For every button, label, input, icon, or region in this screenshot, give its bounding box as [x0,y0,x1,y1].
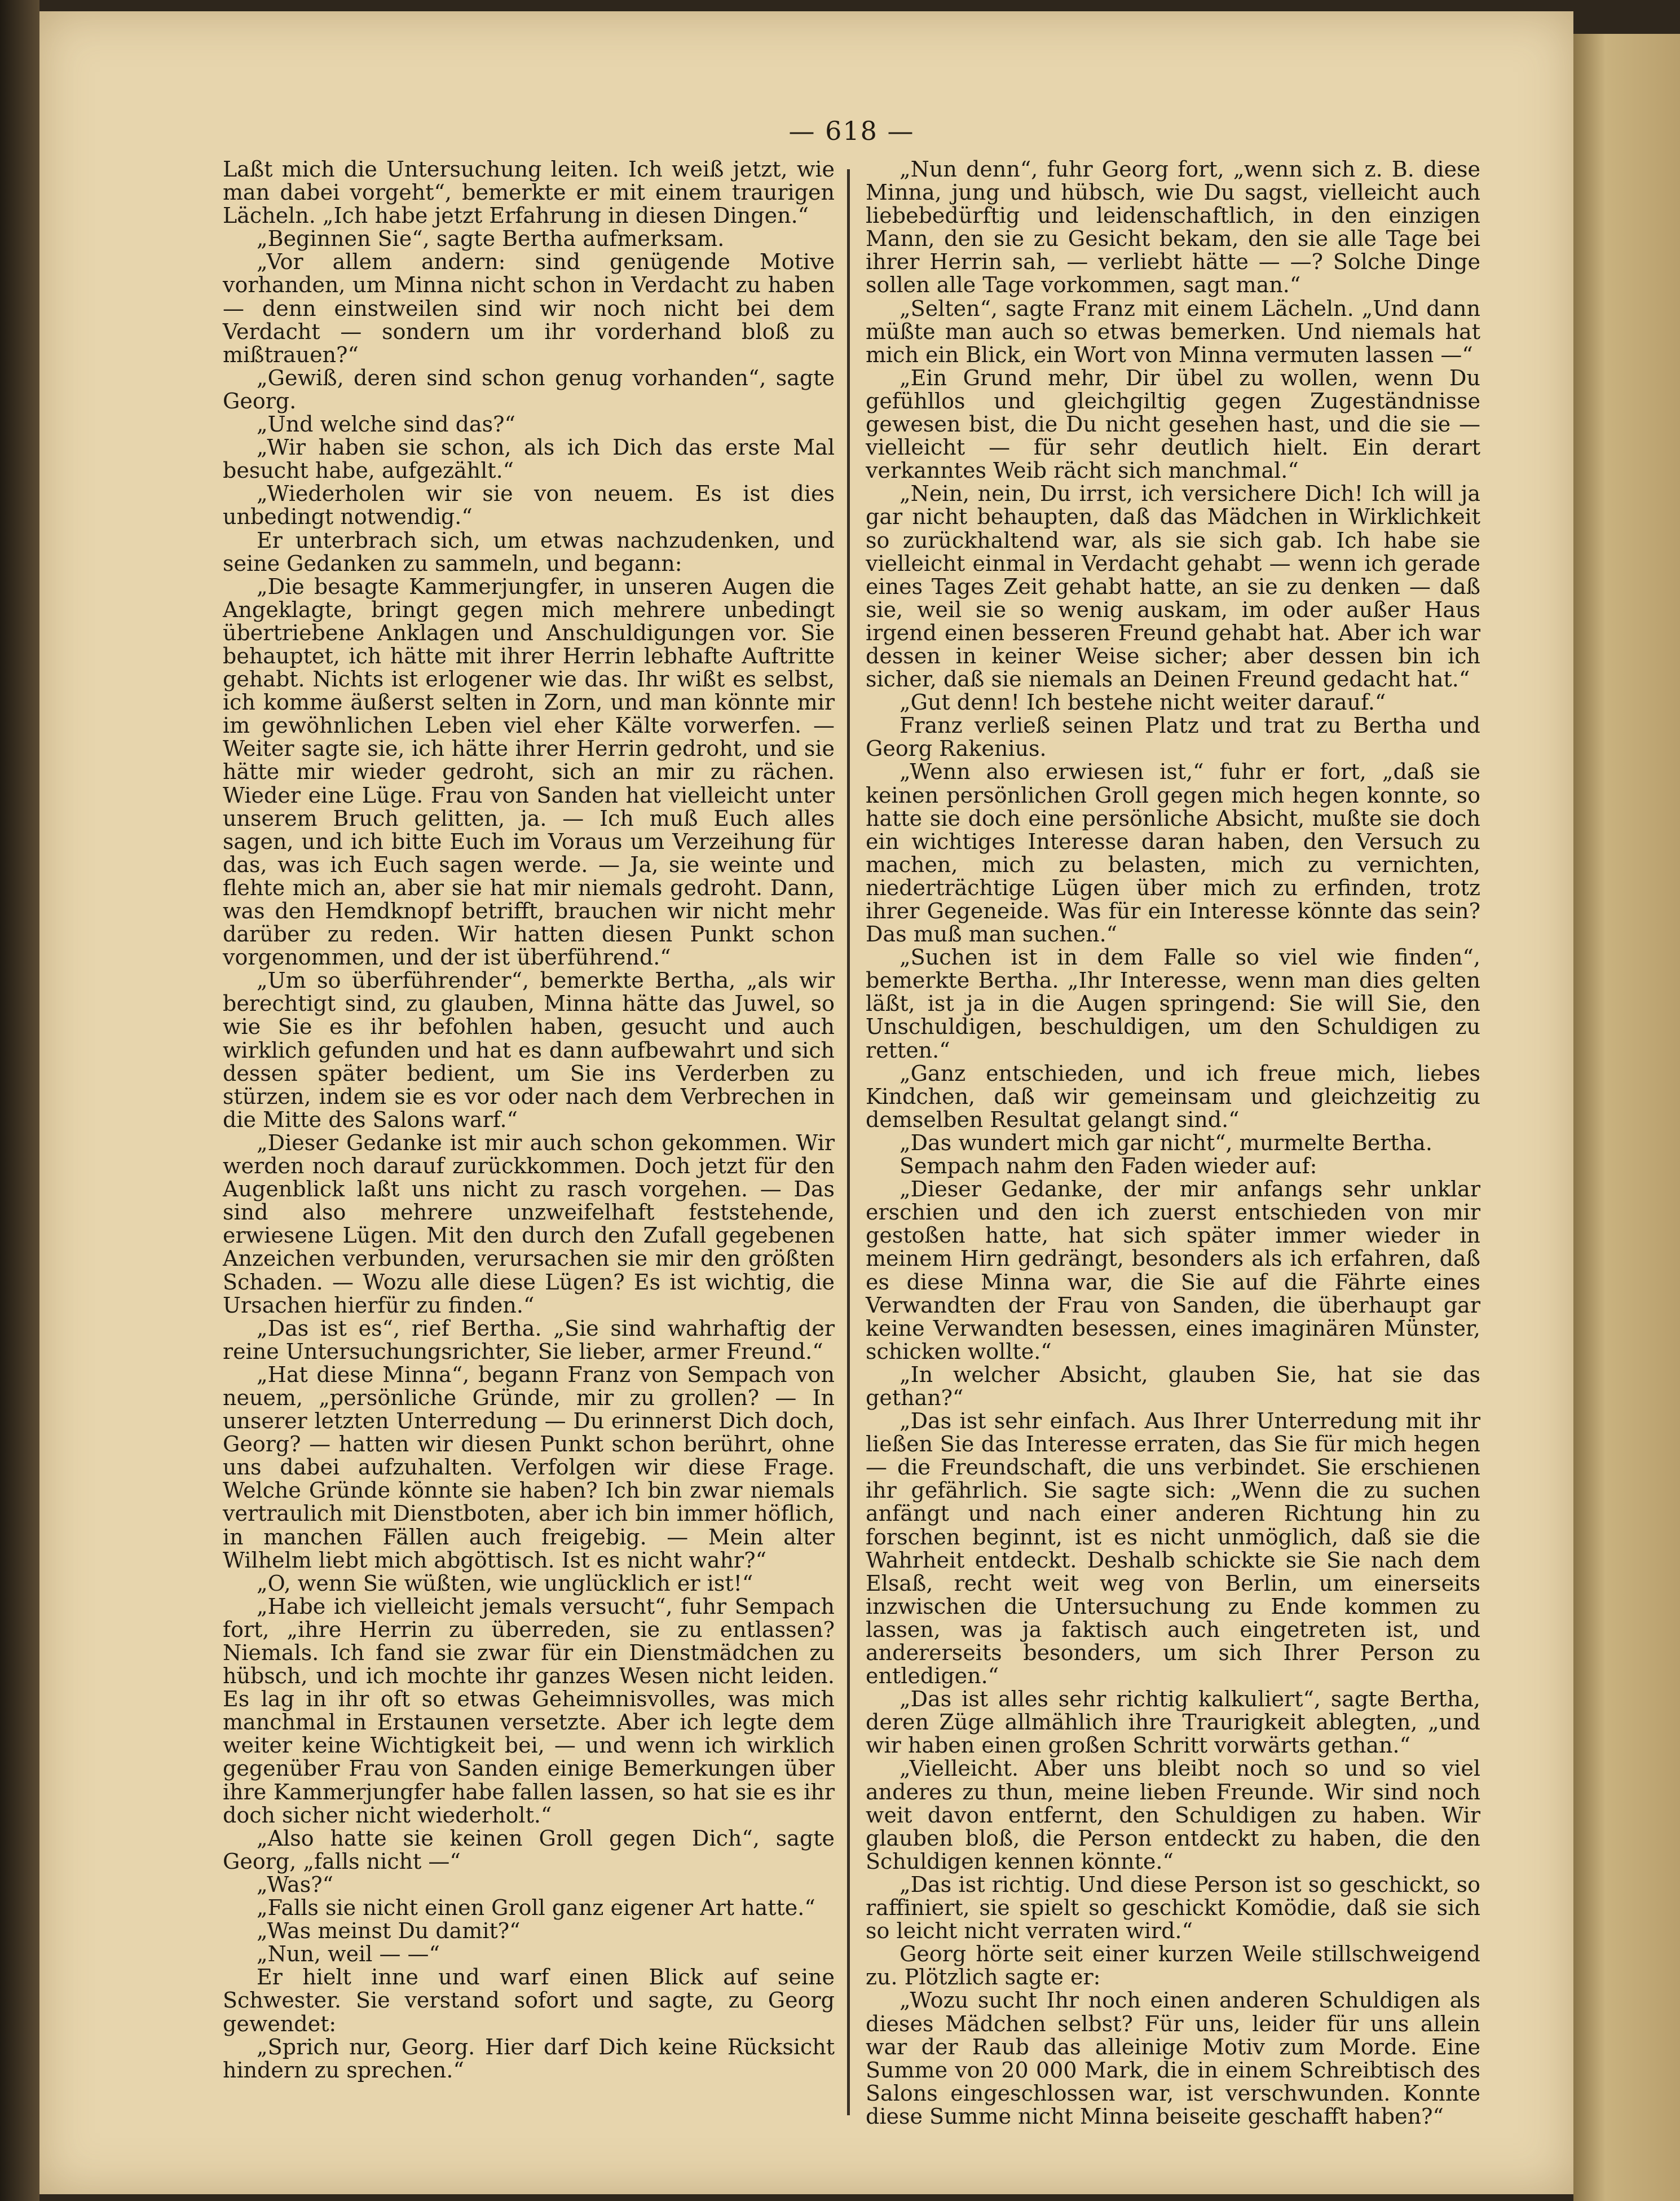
paragraph: „Gut denn! Ich bestehe nicht weiter darauf.“ [899,690,1386,715]
paragraph: „Dieser Gedanke, der mir anfangs sehr unklar erschien und den ich zuerst entschieden von mir gestoßen hatte, hat sich später immer wieder in meinem Hirn gedrängt, besonders als ich erfahren, daß es diese Minna war, die Sie auf die Fährte eines Verwandten der Frau von Sanden, die überhaupt gar keine Verwandten besessen, eines imaginären Münster, schicken wollte.“ [866,1177,1480,1364]
book-gutter [0,0,39,2201]
paragraph: „Wozu sucht Ihr noch einen anderen Schuldigen als dieses Mädchen selbst? Für uns, leider für uns allein war der Raub das alleinige Motiv zum Morde. Eine Summe von 20 000 Mark, die in einem Schreibtisch des Salons eingeschlossen war, ist verschwunden. Konnte diese Summe nicht Minna beiseite geschafft haben?“ [866,1988,1480,2129]
paragraph: „Nun, weil — —“ [257,1942,440,1967]
paragraph: „Hat diese Minna“, begann Franz von Sempach von neuem, „persönliche Gründe, mir zu grollen? — In unserer letzten Unterredung — Du erinnerst Dich doch, Georg? — hatten wir diesen Punkt schon berührt, ohne uns dabei aufzuhalten. Verfolgen wir diese Frage. Welche Gründe könnte sie haben? Ich bin zwar niemals vertraulich mit Dienstboten, aber ich bin immer höflich, in manchen Fällen auch freigebig. — Mein alter Wilhelm liebt mich abgöttisch. Ist es nicht wahr?“ [223,1362,835,1573]
paragraph: „Ein Grund mehr, Dir übel zu wollen, wenn Du gefühllos und gleichgiltig gegen Zugeständnisse gewesen bist, die Du nicht gesehen hast, und die sie — vielleicht — für sehr deutlich hielt. Ein derart verkanntes Weib rächt sich manchmal.“ [866,365,1480,483]
paragraph: „Nein, nein, Du irrst, ich versichere Dich! Ich will ja gar nicht behaupten, daß das Mädchen in Wirklichkeit so zurückhaltend war, als sie sich gab. Ich habe sie vielleicht einmal in Verdacht gehabt — wenn ich gerade eines Tages Zeit gehabt hatte, an sie zu denken — daß sie, weil sie so wenig auskam, im oder außer Haus irgend einen besseren Freund gehabt hat. Aber ich war dessen in keiner Weise sicher; aber dessen bin ich sicher, daß sie niemals an Deinen Freund gedacht hat.“ [866,481,1480,692]
adjacent-page-edge [1573,34,1680,2201]
paragraph: Laßt mich die Untersuchung leiten. Ich weiß jetzt, wie man dabei vorgeht“, bemerkte er mit einem traurigen Lächeln. „Ich habe jetzt Erfahrung in diesen Dingen.“ [223,157,835,228]
paragraph: „Gewiß, deren sind schon genug vorhanden“, sagte Georg. [223,365,835,413]
paragraph: „In welcher Absicht, glauben Sie, hat sie das gethan?“ [866,1362,1480,1410]
paragraph: „Nun denn“, fuhr Georg fort, „wenn sich z. B. diese Minna, jung und hübsch, wie Du sagst, vielleicht auch liebebedürftig und leidenschaftlich, in den einzigen Mann, den sie zu Gesicht bekam, den sie alle Tage bei ihrer Herrin sah, — verliebt hätte — —? Solche Dinge sollen alle Tage vorkommen, sagt man.“ [866,157,1480,298]
paragraph: Er hielt inne und warf einen Blick auf seine Schwester. Sie verstand sofort und sagte, zu Georg gewendet: [223,1965,835,2036]
paragraph: „Was?“ [257,1872,334,1897]
paragraph: „Vielleicht. Aber uns bleibt noch so und so viel anderes zu thun, meine lieben Freunde. Wir sind noch weit davon entfernt, den Schuldigen zu haben. Wir glauben bloß, die Person entdeckt zu haben, die den Schuldigen kennen könnte.“ [866,1756,1480,1874]
paragraph: Georg hörte seit einer kurzen Weile stillschweigend zu. Plötzlich sagte er: [866,1942,1480,1990]
left-text-column [223,158,835,2082]
paragraph: „Falls sie nicht einen Groll ganz eigener Art hatte.“ [257,1895,815,1921]
paragraph: „Dieser Gedanke ist mir auch schon gekommen. Wir werden noch darauf zurückkommen. Doch jetzt für den Augenblick laßt uns nicht zu rasch vorgehen. — Das sind also mehrere unzweifelhaft feststehende, erwiesene Lügen. Mit den durch den Zufall gegebenen Anzeichen verbunden, verursachen sie mir den größten Schaden. — Wozu alle diese Lügen? Es ist wichtig, die Ursachen hierfür zu finden.“ [223,1130,835,1318]
paragraph: „Was meinst Du damit?“ [257,1918,521,1944]
paragraph: „O, wenn Sie wüßten, wie unglücklich er ist!“ [257,1570,753,1596]
paragraph: „Wiederholen wir sie von neuem. Es ist dies unbedingt notwendig.“ [223,481,835,530]
paragraph: „Ganz entschieden, und ich freue mich, liebes Kindchen, daß wir gemeinsam und gleichzeitig zu demselben Resultat gelangt sind.“ [866,1060,1480,1132]
column-divider [847,169,850,2115]
paragraph: „Vor allem andern: sind genügende Motive vorhanden, um Minna nicht schon in Verdacht zu haben — denn einstweilen sind wir noch nicht bei dem Verdacht — sondern um ihr vorderhand bloß zu mißtrauen?“ [223,249,835,367]
paragraph: „Wir haben sie schon, als ich Dich das erste Mal besucht habe, aufgezählt.“ [223,435,835,483]
paragraph: „Um so überführender“, bemerkte Bertha, „als wir berechtigt sind, zu glauben, Minna hätte das Juwel, so wie Sie es ihr befohlen haben, gesucht und auch wirklich gefunden und hat es dann aufbewahrt und sich dessen später bedient, um Sie ins Verderben zu stürzen, indem sie es vor oder nach dem Verbrechen in die Mitte des Salons warf.“ [223,968,835,1132]
paragraph: „Beginnen Sie“, sagte Bertha aufmerksam. [257,226,725,252]
right-text-column [866,158,1480,2128]
paragraph: „Die besagte Kammerjungfer, in unseren Augen die Angeklagte, bringt gegen mich mehrere unbedingt übertriebene Anklagen und Anschuldigungen vor. Sie behauptet, ich hätte mit ihrer Herrin lebhafte Auftritte gehabt. Nichts ist erlogener wie das. Ihr wißt es selbst, ich komme äußerst selten in Zorn, und man könnte mir im gewöhnlichen Leben viel eher Kälte vorwerfen. — Weiter sagte sie, ich hätte ihrer Herrin gedroht, und sie hätte mir wieder gedroht, sich an mir zu rächen. Wieder eine Lüge. Frau von Sanden hat vielleicht unter unserem Bruch gelitten, ja. — Ich muß Euch alles sagen, und ich bitte Euch im Voraus um Verzeihung für das, was ich Euch sagen werde. — Ja, sie weinte und flehte mich an, aber sie hat mir niemals gedroht. Dann, was den Hemdknopf betrifft, brauchen wir nicht mehr darüber zu reden. Wir hatten diesen Punkt schon vorgenommen, und der ist überführend.“ [223,574,835,970]
page-number: — 618 — [788,116,915,146]
paragraph: „Das ist richtig. Und diese Person ist so geschickt, so raffiniert, sie spielt so geschickt Komödie, daß sie sich so leicht nicht verraten wird.“ [866,1872,1480,1944]
paragraph: Sempach nahm den Faden wieder auf: [899,1154,1317,1179]
paragraph: „Das ist alles sehr richtig kalkuliert“, sagte Bertha, deren Züge allmählich ihre Traurigkeit ablegten, „und wir haben einen großen Schritt vorwärts gethan.“ [866,1687,1480,1758]
paragraph: „Habe ich vielleicht jemals versucht“, fuhr Sempach fort, „ihre Herrin zu überreden, sie zu entlassen? Niemals. Ich fand sie zwar für ein Dienstmädchen zu hübsch, und ich mochte ihr ganzes Wesen nicht leiden. Es lag in ihr oft so etwas Geheimnisvolles, was mich manchmal in Erstaunen versetzte. Aber ich legte dem weiter keine Wichtigkeit bei, — und wenn ich wirklich gegenüber Frau von Sanden einige Bemerkungen über ihre Kammerjungfer habe fallen lassen, so hat sie es ihr doch sicher nicht wiederholt.“ [223,1593,835,1828]
paragraph: „Also hatte sie keinen Groll gegen Dich“, sagte Georg, „falls nicht —“ [223,1825,835,1874]
paragraph: Er unterbrach sich, um etwas nachzudenken, und seine Gedanken zu sammeln, und begann: [223,527,835,576]
paragraph: „Sprich nur, Georg. Hier darf Dich keine Rücksicht hindern zu sprechen.“ [223,2034,835,2083]
paragraph: „Das ist es“, rief Bertha. „Sie sind wahrhaftig der reine Untersuchungsrichter, Sie lieber, armer Freund.“ [223,1315,835,1364]
paragraph: „Das wundert mich gar nicht“, murmelte Bertha. [899,1130,1432,1155]
paragraph: „Suchen ist in dem Falle so viel wie finden“, bemerkte Bertha. „Ihr Interesse, wenn man dies gelten läßt, ist ja in die Augen springend: Sie will Sie, den Unschuldigen, beschuldigen, um den Schuldigen zu retten.“ [866,945,1480,1063]
paragraph: Franz verließ seinen Platz und trat zu Bertha und Georg Rakenius. [866,713,1480,761]
paragraph: „Selten“, sagte Franz mit einem Lächeln. „Und dann müßte man auch so etwas bemerken. Und niemals hat mich ein Blick, ein Wort von Minna vermuten lassen —“ [866,296,1480,367]
paragraph: „Wenn also erwiesen ist,“ fuhr er fort, „daß sie keinen persönlichen Groll gegen mich hegen konnte, so hatte sie doch eine persönliche Absicht, mußte sie doch ein wichtiges Interesse daran haben, den Versuch zu machen, mich zu belasten, mich zu vernichten, niederträchtige Lügen über mich zu erfinden, trotz ihrer Gegeneide. Was für ein Interesse könnte das sein? Das muß man suchen.“ [866,759,1480,947]
paragraph: „Und welche sind das?“ [257,412,515,437]
paragraph: „Das ist sehr einfach. Aus Ihrer Unterredung mit ihr ließen Sie das Interesse erraten, das Sie für mich hegen — die Freundschaft, die uns verbindet. Sie erschienen ihr gefährlich. Sie sagte sich: „Wenn die zu suchen anfängt und nach einer anderen Richtung hin zu forschen beginnt, ist es nicht unmöglich, daß sie die Wahrheit entdeckt. Deshalb schickte sie Sie nach dem Elsaß, recht weit weg von Berlin, um einerseits inzwischen die Untersuchung zu Ende kommen zu lassen, was ja faktisch auch eingetreten ist, und andererseits besonders, um sich Ihrer Person zu entledigen.“ [866,1408,1480,1689]
